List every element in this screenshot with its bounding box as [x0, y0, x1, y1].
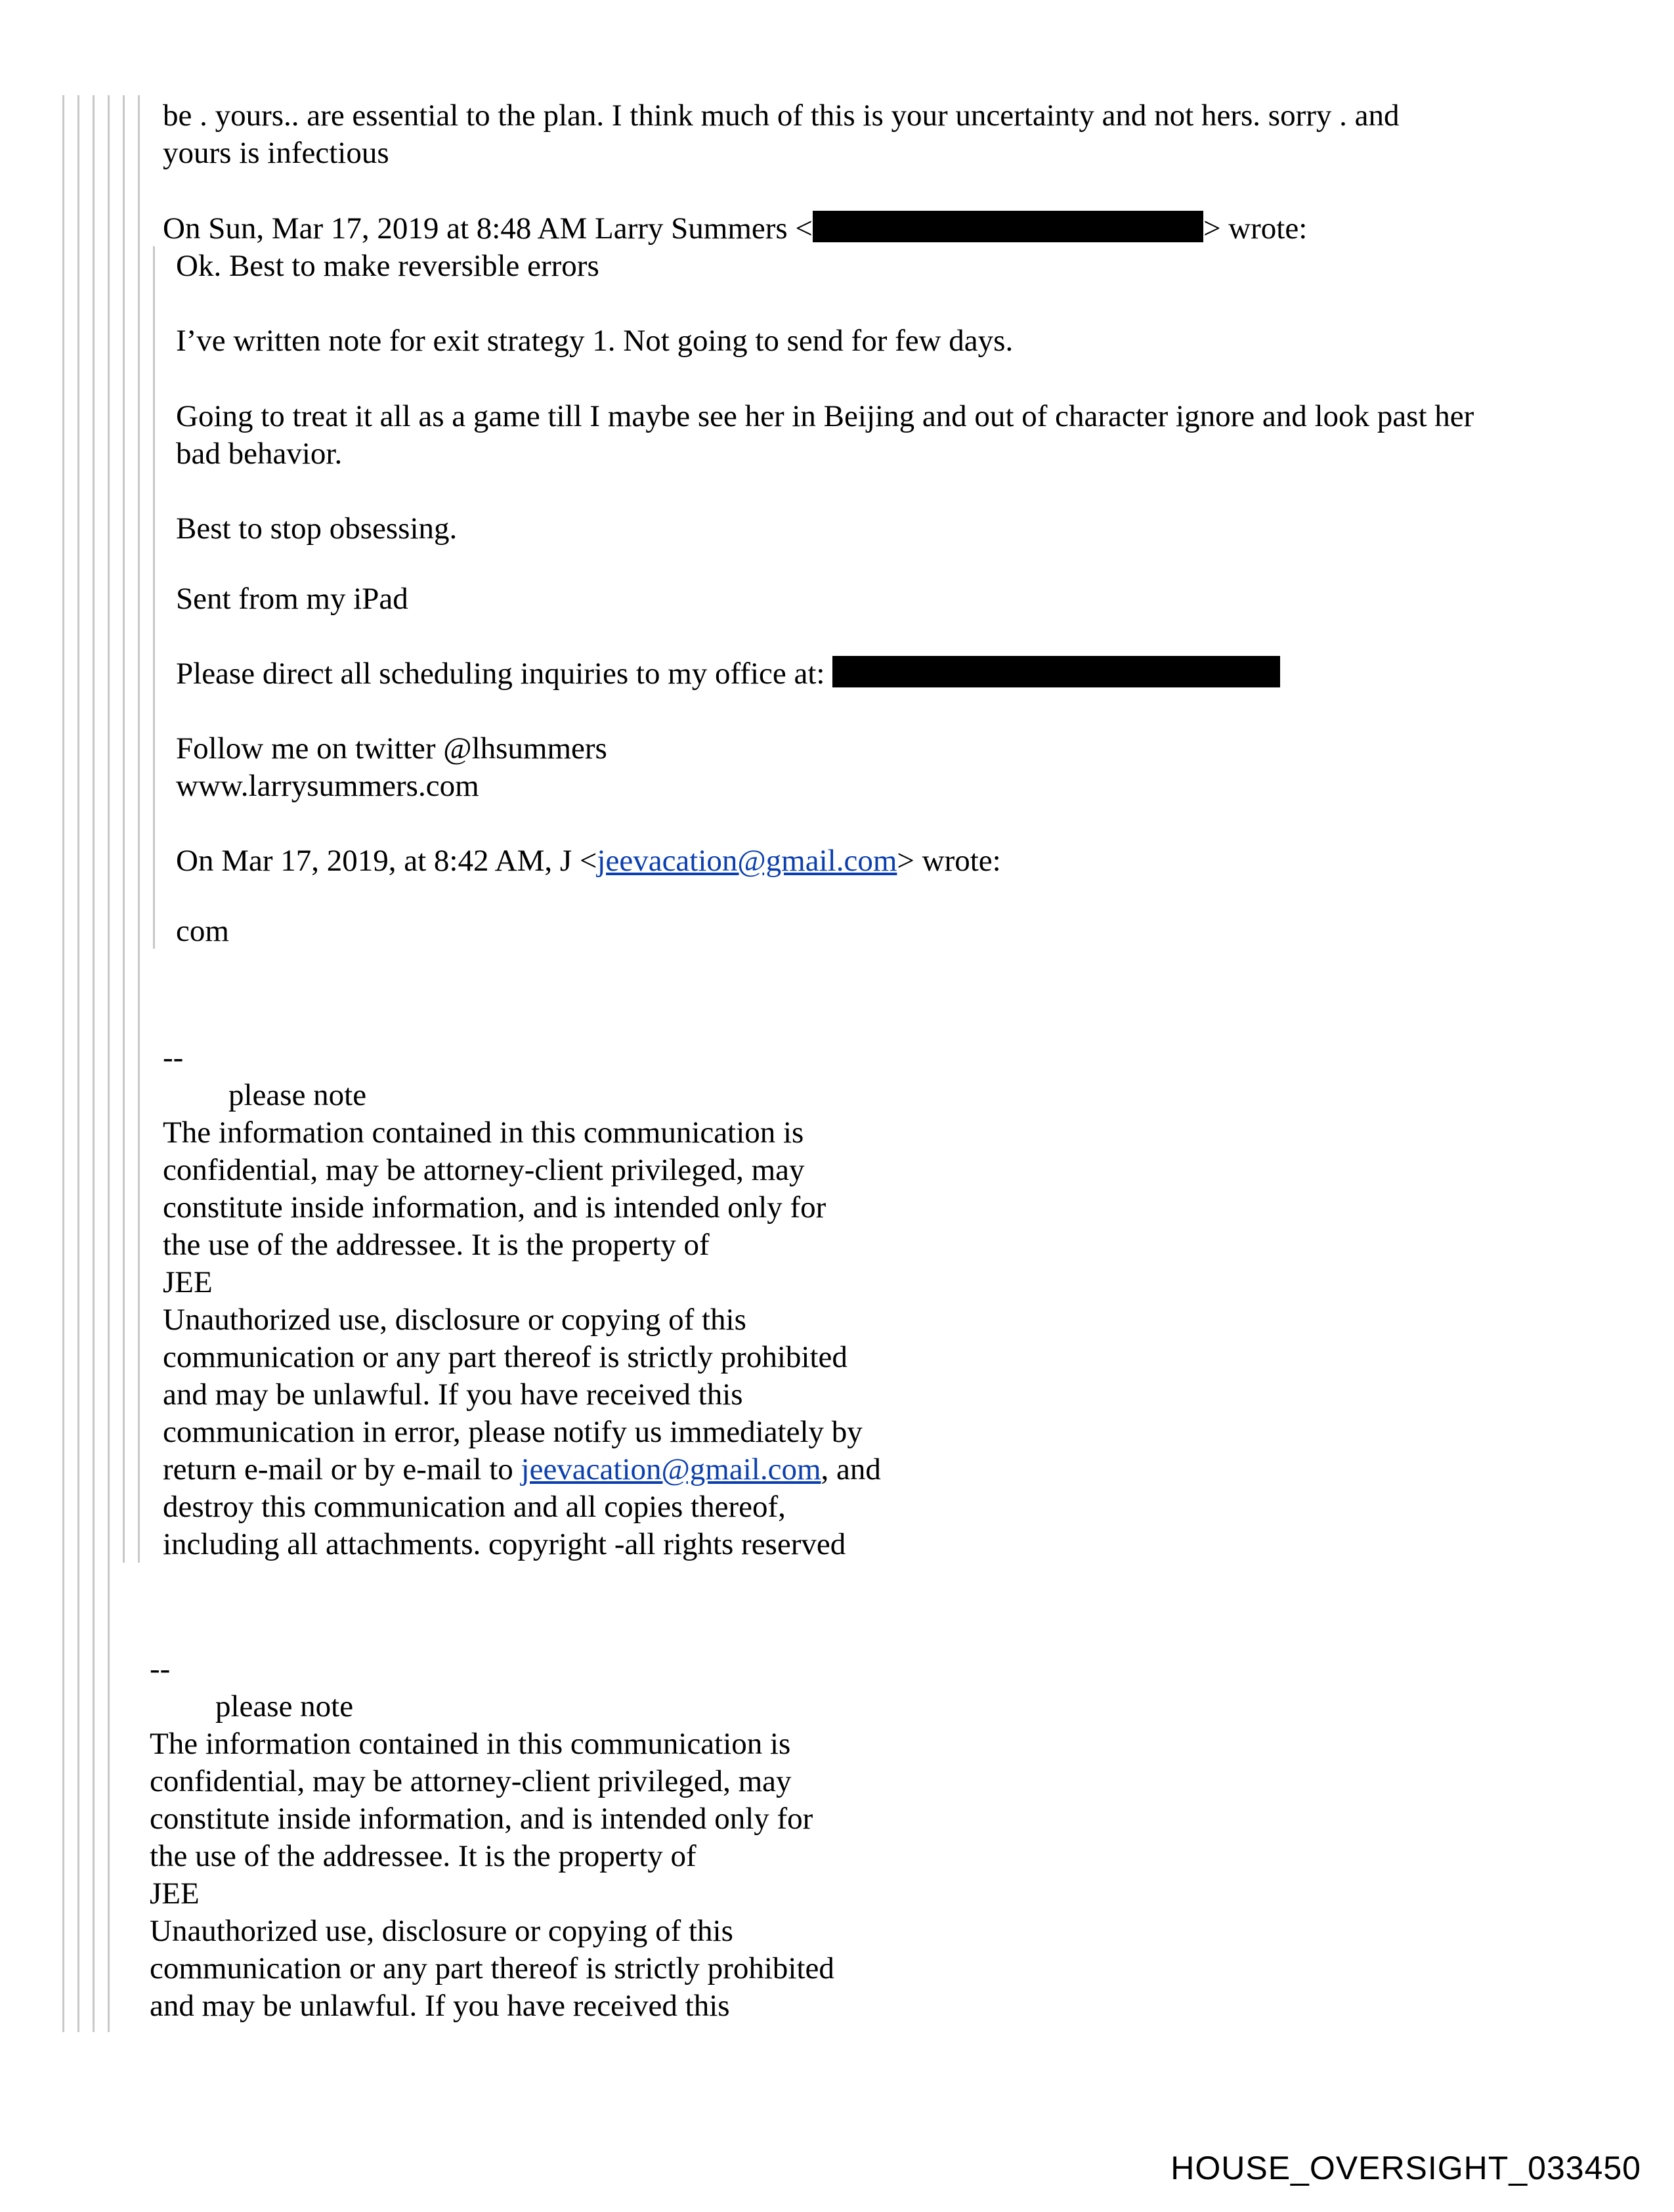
quote-header-suffix: > wrote:	[1203, 211, 1308, 246]
quoted-line: Ok. Best to make reversible errors	[176, 249, 599, 283]
quote-bar	[93, 95, 95, 2032]
disclaimer-line: JEE	[163, 1265, 213, 1299]
quote-bar	[108, 95, 110, 2032]
disclaimer-line: and may be unlawful. If you have received this	[150, 1989, 730, 2023]
quoted-line: bad behavior.	[176, 437, 343, 471]
disclaimer-line: Unauthorized use, disclosure or copying of this	[163, 1303, 746, 1337]
email-body-line: be . yours.. are essential to the plan. I think much of this is your uncertainty and not hers. sorry . and	[163, 98, 1400, 133]
disclaimer-line: the use of the addressee. It is the property of	[163, 1228, 710, 1262]
sig-separator: --	[150, 1652, 171, 1686]
email-link[interactable]: jeevacation@gmail.com	[521, 1452, 821, 1486]
disclaimer-line: and may be unlawful. If you have received this	[163, 1377, 743, 1412]
reply-header-suffix: > wrote:	[897, 844, 1001, 878]
scheduling-line	[176, 655, 1280, 693]
disclaimer-line: The information contained in this communication is	[163, 1116, 804, 1150]
sig-note: please note	[215, 1689, 354, 1724]
disclaimer-line: constitute inside information, and is intended only for	[150, 1802, 813, 1836]
quote-bar	[123, 95, 125, 1563]
disclaimer-line: confidential, may be attorney-client privileged, may	[163, 1153, 805, 1187]
quoted-line: Going to treat it all as a game till I maybe see her in Beijing and out of character ignore and look past her	[176, 399, 1474, 433]
redaction-box	[813, 211, 1203, 242]
quote-bar	[77, 95, 79, 2032]
email-body-line: yours is infectious	[163, 136, 389, 170]
reply-header	[176, 842, 1001, 880]
quoted-line: I’ve written note for exit strategy 1. Not going to send for few days.	[176, 324, 1014, 358]
disclaimer-text: , and	[821, 1452, 881, 1486]
disclaimer-text: return e-mail or by e-mail to	[163, 1452, 521, 1486]
twitter-line: Follow me on twitter @lhsummers	[176, 731, 607, 766]
disclaimer-line: JEE	[150, 1876, 200, 1911]
disclaimer-line: the use of the addressee. It is the property of	[150, 1839, 697, 1873]
disclaimer-line: constitute inside information, and is intended only for	[163, 1190, 826, 1225]
disclaimer-line: destroy this communication and all copies thereof,	[163, 1490, 786, 1524]
sig-separator: --	[163, 1041, 184, 1075]
disclaimer-line: confidential, may be attorney-client privileged, may	[150, 1764, 792, 1798]
redaction-box	[832, 656, 1280, 687]
signature-sent-from: Sent from my iPad	[176, 582, 408, 616]
quote-header	[163, 210, 1307, 248]
sig-note: please note	[228, 1078, 367, 1112]
quote-header-prefix: On Sun, Mar 17, 2019 at 8:48 AM Larry Summers <	[163, 211, 813, 246]
disclaimer-line: including all attachments. copyright -all rights reserved	[163, 1527, 846, 1561]
disclaimer-line: communication or any part thereof is strictly prohibited	[163, 1340, 848, 1374]
quote-bar	[138, 95, 140, 1563]
disclaimer-line: communication in error, please notify us immediately by	[163, 1415, 863, 1449]
website-line: www.larrysummers.com	[176, 769, 479, 803]
email-link[interactable]: jeevacation@gmail.com	[597, 844, 897, 878]
quote-bar	[153, 246, 155, 949]
bates-number: HOUSE_OVERSIGHT_033450	[1170, 2150, 1641, 2186]
quoted-line: Best to stop obsessing.	[176, 511, 458, 546]
disclaimer-line: The information contained in this communication is	[150, 1727, 791, 1761]
reply-header-prefix: On Mar 17, 2019, at 8:42 AM, J <	[176, 844, 597, 878]
disclaimer-line	[163, 1451, 881, 1488]
quoted-line: com	[176, 914, 229, 948]
quote-bar	[62, 95, 64, 2032]
scheduling-text: Please direct all scheduling inquiries to my office at:	[176, 657, 825, 691]
disclaimer-line: Unauthorized use, disclosure or copying of this	[150, 1914, 733, 1948]
disclaimer-line: communication or any part thereof is strictly prohibited	[150, 1951, 834, 1985]
